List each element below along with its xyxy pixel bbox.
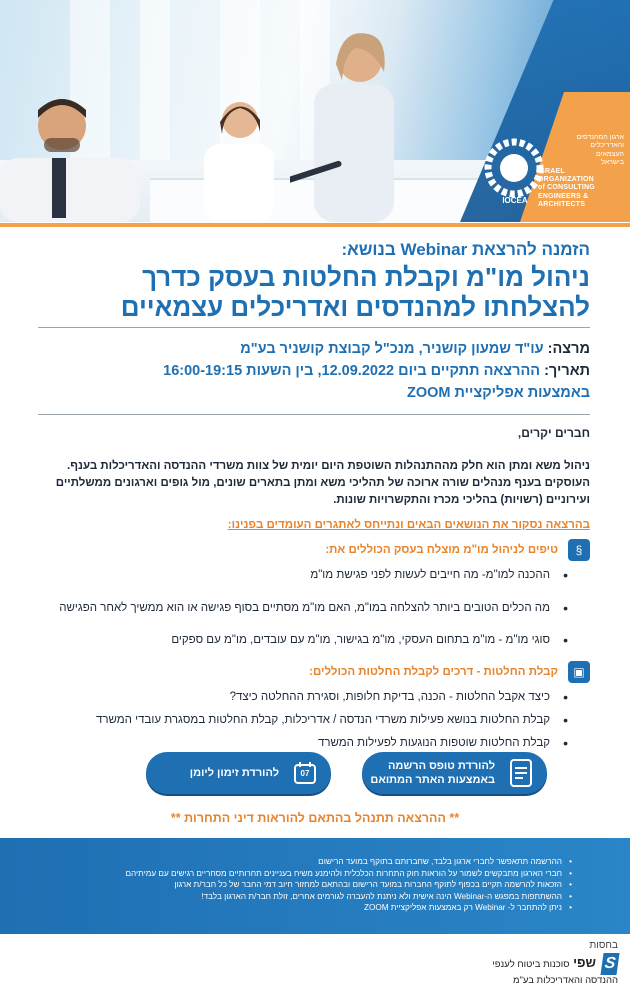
calendar-day: 07 [300, 769, 310, 778]
button-label: להורדת זימון ליומן [189, 767, 279, 779]
terms-item: • חברי הארגון מתבקשים לשמור על הוראות חוק התחרות הכלכלית ולהימנע משיח בעניינים תחרותיים מסחריים רגישים עם עמיתיהם [20, 868, 572, 880]
section-title: קבלת החלטות - דרכים לקבלת החלטות הכוללים: [309, 666, 558, 678]
invite-heading: הזמנה להרצאת Webinar בנושא: [341, 240, 590, 259]
event-info [40, 338, 590, 404]
page-title [30, 262, 590, 322]
org-name-line: והאדריכלים [590, 142, 624, 150]
terms-item: • ניתן להתחבר ל- Webinar רק באמצעות אפליקציית ZOOM [20, 902, 572, 914]
speaker-name: עו"ד שמעון קושניר, מנכ"ל קבוצת קושניר בע"מ [240, 341, 544, 357]
divider [38, 327, 590, 328]
download-registration-button[interactable] [362, 752, 547, 794]
section-title: טיפים לניהול מו"מ מוצלח בעסק הכוללים את: [325, 544, 558, 556]
tie-icon: § [568, 539, 590, 561]
org-name-en-line: ORGANIZATION [538, 176, 594, 184]
decisions-list [32, 689, 590, 752]
sponsor-block [478, 940, 618, 986]
list-item: • כיצד אקבל החלטות - הכנה, בדיקת חלופות, וסגירת ההחלטה כיצד? [32, 689, 550, 706]
title-block [30, 232, 590, 322]
list-item: • סוגי מו"מ - מו"מ בתחום העסקי, מו"מ בגישור, מו"מ עם עובדים, מו"מ עם ספקים [32, 632, 550, 649]
terms-list [20, 856, 572, 914]
terms-item: • ההשתתפות במפגש ה-Webinar הינה אישית ולא ניתנת להעברה לגורמים אחרים, זולת חבר/ת הארגון בלבד! [20, 891, 572, 903]
intro-paragraph: העוסקים בענף מנהלים שורה ארוכה של תהליכי משא ומתן בתארים שונים, מול גופים וארגונים ממשלתיים ועירוניים (רשויות) בהליכי מכרז והתקשרויות שונות. [55, 477, 590, 506]
man-person-image [0, 88, 140, 222]
org-name-en-line: ISRAEL [538, 167, 565, 175]
sponsor-name-sub: סוכנות ביטוח לענפי [492, 959, 570, 970]
button-label: להורדת טופס הרשמה באמצעות האתר המתואם [370, 760, 495, 786]
divider [38, 414, 590, 415]
list-item: • ההכנה למו"מ- מה חייבים לעשות לפני פגישת מו"מ [32, 567, 550, 584]
sponsor-logo-icon: S [600, 953, 619, 975]
section-header-negotiation [32, 539, 590, 561]
list-item: • מה הכלים הטובים ביותר להצלחה במו"מ, האם מו"מ מסתיים בסוף פגישה או הוא ממשיך לאחר הפגישה [32, 596, 550, 620]
date-row [40, 360, 590, 382]
footer-terms [0, 838, 630, 934]
section-header-decisions [32, 661, 590, 683]
org-name-line: ארגון המהנדסים [576, 134, 624, 141]
woman-person-image [200, 92, 280, 222]
hero-banner [0, 0, 630, 222]
org-name-line: העצמאים [596, 150, 624, 158]
intro-paragraph: ניהול משא ומתן הוא חלק מההתנהלות השוטפת היום יומית של צוות משרדי ההנדסה והאדריכלות בענף. [67, 460, 590, 472]
download-calendar-button[interactable] [146, 752, 331, 794]
title-line: ניהול מו"מ וקבלת החלטות בעסק כדרך [142, 262, 590, 292]
sponsor-label: בחסות [589, 940, 618, 951]
list-item: • קבלת החלטות שוטפות הנוגעות לפעילות המשרד [32, 735, 550, 752]
speaker-row [40, 338, 590, 360]
date-label: תאריך: [544, 363, 590, 379]
sponsor-name-main: שפי [573, 955, 596, 970]
accent-divider [0, 223, 630, 227]
date-text: ההרצאה תתקיים ביום 12.09.2022, בין השעות 16:00-19:15 [163, 363, 541, 379]
organization-name [538, 134, 624, 210]
briefcase-icon: ▣ [568, 661, 590, 683]
list-item: • קבלת החלטות בנושא פעילות משרדי הנדסה / אדריכלות, קבלת החלטות במסגרת עובדי המשרד [32, 712, 550, 729]
negotiation-list [32, 567, 590, 649]
body-content [32, 420, 590, 758]
sponsor-logo [478, 953, 618, 975]
org-name-en-line: of CONSULTING [538, 184, 595, 192]
terms-item: • הזכאות להרשמה תקיים בכפוף לתוקף החברות במועד הרישום ובהתאם למחזור חיוב דמי החבר של כל חבר/ת ארגון [20, 879, 572, 891]
document-icon [507, 759, 535, 787]
sponsor-name [492, 956, 596, 972]
iocea-logo-icon [484, 138, 544, 198]
competition-note: ** ההרצאה תתנהל בהתאם להוראות דיני התחרות ** [170, 811, 460, 825]
org-name-en-line: ENGINEERS & ARCHITECTS [538, 192, 589, 209]
terms-item: • ההרשמה תתאפשר לחברי ארגון בלבד, שחברותם בתוקף במועד הרישום [20, 856, 572, 868]
greeting: חברים יקרים, [517, 426, 590, 440]
logo-caption: IOCEA [502, 196, 528, 205]
topics-lead: בהרצאה נסקור את הנושאים הבאים ונתייחס לאתגרים העומדים בפנינו: [227, 519, 590, 531]
standing-woman-image [290, 20, 420, 222]
sponsor-line2: ההנדסה והאדריכלות בע"מ [512, 975, 618, 986]
calendar-icon [291, 759, 319, 787]
org-name-line: בישראל [601, 159, 624, 167]
title-line: להצלחתו למהנדסים ואדריכלים עצמאיים [120, 292, 590, 322]
speaker-label: מרצה: [547, 341, 590, 357]
platform-text: באמצעות אפליקציית ZOOM [406, 385, 590, 401]
